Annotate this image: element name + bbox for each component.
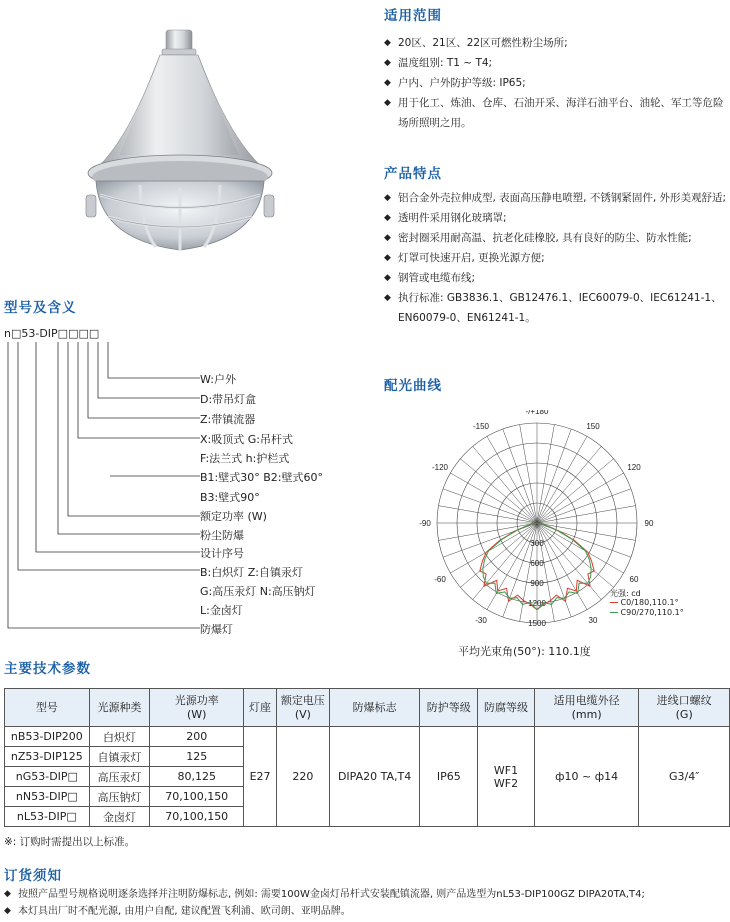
- model-label-design: 设计序号: [200, 547, 244, 560]
- radial-label: 1200: [528, 599, 546, 608]
- order-list: [4, 886, 728, 920]
- legend-c90: C90/270,110.1°: [610, 608, 684, 617]
- th-base: 灯座: [244, 689, 277, 727]
- cell-source: 自镇汞灯: [89, 747, 150, 767]
- cell-anticorrosion: WF1 WF2: [478, 727, 535, 827]
- feature-item: ◆ 钢管或电缆布线;: [384, 268, 729, 288]
- th-cable: 适用电缆外径 (mm): [534, 689, 638, 727]
- model-label-w: W:户外: [200, 373, 236, 386]
- scope-item: ◆ 户内、户外防护等级: IP65;: [384, 73, 729, 93]
- lamp-product-image: [60, 25, 300, 275]
- model-label-l: L:金卤灯: [200, 604, 243, 617]
- cell-source: 高压汞灯: [89, 767, 150, 787]
- cell-power: 70,100,150: [150, 807, 244, 827]
- th-thread: 进线口螺纹 (G): [639, 689, 730, 727]
- feature-item: ◆ 透明件采用钢化玻璃罩;: [384, 208, 729, 228]
- cell-model: nB53-DIP200: [5, 727, 90, 747]
- angle-label: -150: [472, 422, 490, 432]
- th-power: 光源功率 (W): [150, 689, 244, 727]
- cell-base: E27: [244, 727, 277, 827]
- features-list: [384, 188, 729, 328]
- cell-power: 70,100,150: [150, 787, 244, 807]
- angle-label: -90: [419, 519, 431, 528]
- cell-power: 200: [150, 727, 244, 747]
- cell-model: nZ53-DIP125: [5, 747, 90, 767]
- model-label-b3: B3:壁式90°: [200, 491, 260, 504]
- order-item: ◆ 本灯具出厂时不配光源, 由用户自配, 建议配置飞利浦、欧司朗、亚明品牌。: [4, 903, 728, 920]
- cell-cable: ф10 ~ ф14: [534, 727, 638, 827]
- model-label-fh: F:法兰式 h:护栏式: [200, 452, 290, 465]
- features-title: 产品特点: [384, 166, 442, 182]
- order-title: 订货须知: [4, 868, 62, 884]
- angle-label: 60: [629, 575, 639, 584]
- scope-item: ◆ 用于化工、炼油、仓库、石油开采、海洋石油平台、油轮、军工等危险场所照明之用。: [384, 93, 729, 133]
- table-row: [5, 727, 730, 747]
- model-label-bz: B:白炽灯 Z:自镇汞灯: [200, 566, 303, 579]
- feature-item: ◆ 铝合金外壳拉伸成型, 表面高压静电喷塑, 不锈钢紧固件, 外形美观舒适;: [384, 188, 729, 208]
- cell-source: 白炽灯: [89, 727, 150, 747]
- cell-thread: G3/4″: [639, 727, 730, 827]
- model-title: 型号及含义: [4, 300, 77, 316]
- model-label-b1b2: B1:壁式30° B2:壁式60°: [200, 471, 323, 484]
- angle-label: 120: [627, 463, 641, 472]
- tech-spec-table: [4, 688, 730, 827]
- th-ip: 防护等级: [420, 689, 478, 727]
- model-label-xg: X:吸顶式 G:吊杆式: [200, 433, 293, 446]
- model-label-gn: G:高压汞灯 N:高压钠灯: [200, 585, 316, 598]
- angle-label: -60: [434, 575, 446, 584]
- legend-c0: C0/180,110.1°: [610, 598, 679, 607]
- tech-note: ※: 订购时需提出以上标准。: [4, 836, 136, 848]
- cell-model: nL53-DIP□: [5, 807, 90, 827]
- model-label-d: D:带吊灯盒: [200, 393, 257, 406]
- th-model: 型号: [5, 689, 90, 727]
- cell-model: nG53-DIP□: [5, 767, 90, 787]
- radial-label: 300: [530, 539, 544, 548]
- cell-power: 125: [150, 747, 244, 767]
- feature-item: ◆ 执行标准: GB3836.1、GB12476.1、IEC60079-0、IEC61241-1、EN60079-0、EN61241-1。: [384, 288, 729, 328]
- radial-label: 900: [530, 579, 544, 588]
- scope-item: ◆ 20区、21区、22区可燃性粉尘场所;: [384, 33, 729, 53]
- angle-label: -120: [431, 463, 449, 472]
- feature-item: ◆ 灯罩可快速开启, 更换光源方便;: [384, 248, 729, 268]
- radial-label: 600: [530, 559, 544, 568]
- cell-voltage: 220: [277, 727, 330, 827]
- th-anticorrosion: 防腐等级: [478, 689, 535, 727]
- polar-chart: [410, 410, 680, 670]
- cell-ex-mark: DIPA20 TA,T4: [329, 727, 420, 827]
- th-source: 光源种类: [89, 689, 150, 727]
- th-voltage: 额定电压 (V): [277, 689, 330, 727]
- scope-title: 适用范围: [384, 8, 442, 24]
- light-curve-title: 配光曲线: [384, 378, 442, 394]
- tech-title: 主要技术参数: [4, 661, 91, 677]
- model-label-explosion: 防爆灯: [200, 623, 233, 636]
- cell-ip: IP65: [420, 727, 478, 827]
- radial-label: 1500: [528, 619, 546, 628]
- cell-model: nN53-DIP□: [5, 787, 90, 807]
- angle-label: 30: [588, 615, 598, 625]
- angle-label: 90: [644, 519, 654, 528]
- model-label-dust: 粉尘防爆: [200, 529, 244, 542]
- model-code: n□53-DIP□□□□: [4, 327, 100, 340]
- model-code-lines: [0, 338, 210, 638]
- light-curve-caption: 平均光束角(50°): 110.1度: [458, 645, 591, 658]
- angle-label: -30: [475, 615, 487, 625]
- cell-power: 80,125: [150, 767, 244, 787]
- cell-source: 高压钠灯: [89, 787, 150, 807]
- th-ex-mark: 防爆标志: [329, 689, 420, 727]
- cell-source: 金卤灯: [89, 807, 150, 827]
- angle-label: 150: [586, 422, 600, 432]
- scope-list: [384, 33, 729, 133]
- angle-label: -/+180: [525, 410, 549, 416]
- legend-title: 光强: cd: [610, 589, 641, 598]
- model-label-power: 额定功率 (W): [200, 510, 267, 523]
- feature-item: ◆ 密封圈采用耐高温、抗老化硅橡胶, 具有良好的防尘、防水性能;: [384, 228, 729, 248]
- model-label-z: Z:带镇流器: [200, 413, 256, 426]
- scope-item: ◆ 温度组别: T1 ~ T4;: [384, 53, 729, 73]
- order-item: ◆ 按照产品型号规格说明逐条选择并注明防爆标志, 例如: 需要100W金卤灯吊杆式安装配镇流器, 则产品选型为nL53-DIP100GZ DIPA20TA,T4;: [4, 886, 728, 903]
